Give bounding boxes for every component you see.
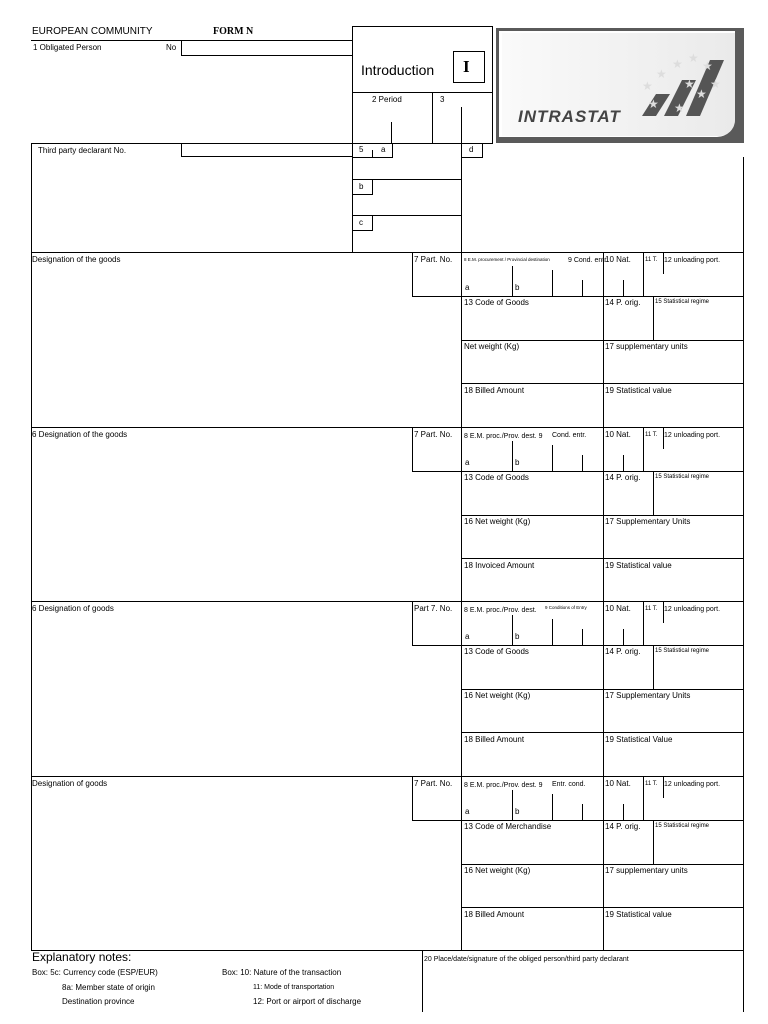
- intrastat-logo: [496, 28, 744, 143]
- cond-entry-label: Entr. cond.: [552, 781, 586, 788]
- designation-label: Designation of goods: [32, 779, 108, 788]
- svg-text:★: ★: [642, 79, 653, 93]
- nationality-label: 10 Nat.: [605, 779, 631, 788]
- transport-label: 11 T.: [645, 432, 658, 438]
- net-weight-field[interactable]: [462, 354, 602, 382]
- origin-label: 14 P. orig.: [605, 473, 641, 482]
- code-of-goods-field[interactable]: [462, 310, 602, 338]
- supplementary-units-label: 17 Supplementary Units: [605, 691, 691, 700]
- net-weight-label: 16 Net weight (Kg): [464, 691, 531, 700]
- statistical-value-label: 19 Statistical Value: [605, 735, 673, 744]
- nationality-label: 10 Nat.: [605, 255, 631, 264]
- nationality-label: 10 Nat.: [605, 604, 631, 613]
- amount-field[interactable]: [462, 398, 602, 426]
- amount-field[interactable]: [462, 573, 602, 601]
- no-label: No: [166, 43, 177, 52]
- signature-label: 20 Place/date/signature of the obliged person/third party declarant: [424, 956, 629, 963]
- supplementary-units-field[interactable]: [604, 354, 742, 382]
- net-weight-field[interactable]: [462, 529, 602, 557]
- em-proc-label: 8 E.M. proc./Prov. dest.: [464, 607, 537, 614]
- transport-label: 11 T.: [645, 606, 658, 612]
- origin-label: 14 P. orig.: [605, 298, 641, 307]
- third-party-label: Third party declarant No.: [38, 146, 127, 155]
- amount-label: 18 Billed Amount: [464, 735, 525, 744]
- box3-label: 3: [440, 95, 445, 104]
- statistical-value-field[interactable]: [604, 573, 742, 601]
- em-proc-label: 8 E.M. proc./Prov. dest. 9: [464, 433, 543, 440]
- statistical-regime-label: 15 Statistical regime: [655, 648, 710, 654]
- introduction-label: Introduction: [361, 62, 435, 78]
- logo-text: INTRASTAT: [518, 107, 621, 126]
- statistical-value-field[interactable]: [604, 398, 742, 426]
- amount-label: 18 Billed Amount: [464, 386, 525, 395]
- net-weight-field[interactable]: [462, 878, 602, 906]
- sub-a-label: a: [465, 283, 470, 292]
- code-of-goods-field[interactable]: [462, 659, 602, 687]
- transport-label: 11 T.: [645, 781, 658, 787]
- sub-a-label: a: [465, 632, 470, 641]
- transport-label: 11 T.: [645, 257, 658, 263]
- supplementary-units-field[interactable]: [604, 878, 742, 906]
- obligated-person-label: 1 Obligated Person: [33, 43, 102, 52]
- svg-text:★: ★: [696, 87, 707, 101]
- amount-field[interactable]: [462, 922, 602, 950]
- supplementary-units-label: 17 supplementary units: [605, 342, 688, 351]
- part-no-label: 7 Part. No.: [414, 779, 453, 788]
- code-of-goods-label: 13 Code of Goods: [464, 473, 529, 482]
- svg-text:★: ★: [702, 59, 713, 73]
- svg-text:★: ★: [656, 67, 667, 81]
- code-of-goods-label: 13 Code of Merchandise: [464, 822, 552, 831]
- supplementary-units-field[interactable]: [604, 529, 742, 557]
- cond-entry-label: 9 Conditions of Entry: [545, 605, 587, 610]
- code-of-goods-label: 13 Code of Goods: [464, 298, 529, 307]
- nationality-label: 10 Nat.: [605, 430, 631, 439]
- svg-text:★: ★: [674, 101, 685, 115]
- statistical-regime-label: 15 Statistical regime: [655, 823, 710, 829]
- code-of-goods-field[interactable]: [462, 834, 602, 862]
- no-field[interactable]: [181, 40, 353, 56]
- code-of-goods-label: 13 Code of Goods: [464, 647, 529, 656]
- statistical-value-field[interactable]: [604, 747, 742, 775]
- net-weight-label: 16 Net weight (Kg): [464, 866, 531, 875]
- unloading-port-label: 12 unloading port.: [664, 432, 721, 439]
- part-no-label: Part 7. No.: [414, 604, 453, 613]
- statistical-regime-label: 15 Statistical regime: [655, 474, 710, 480]
- period-label: 2 Period: [372, 95, 402, 104]
- sub-b-label: b: [515, 807, 520, 816]
- designation-field[interactable]: [32, 790, 410, 950]
- form-title: FORM N: [213, 26, 254, 37]
- net-weight-label: Net weight (Kg): [464, 342, 520, 351]
- net-weight-field[interactable]: [462, 703, 602, 731]
- code-of-goods-field[interactable]: [462, 485, 602, 513]
- origin-label: 14 P. orig.: [605, 822, 641, 831]
- unloading-port-label: 12 unloading port.: [664, 606, 721, 613]
- designation-field[interactable]: [32, 441, 410, 601]
- cond-entry-label: 9 Cond. entr.: [568, 257, 609, 264]
- third-party-field[interactable]: [181, 143, 353, 157]
- statistical-value-label: 19 Statistical value: [605, 386, 672, 395]
- em-proc-label: 8 E.M. proc./Prov. dest. 9: [464, 782, 543, 789]
- em-proc-label: 8 E.M. procurement / Provincial destination: [464, 257, 550, 262]
- sub-b-label: b: [515, 283, 520, 292]
- part-no-label: 7 Part. No.: [414, 255, 453, 264]
- supplementary-units-label: 17 supplementary units: [605, 866, 688, 875]
- part-no-label: 7 Part. No.: [414, 430, 453, 439]
- svg-text:★: ★: [672, 57, 683, 71]
- statistical-regime-label: 15 Statistical regime: [655, 299, 710, 305]
- cond-entry-label: Cond. entr.: [552, 432, 587, 439]
- sub-a-label: a: [465, 807, 470, 816]
- designation-label: 6 Designation of the goods: [32, 430, 128, 439]
- svg-text:★: ★: [684, 77, 695, 91]
- svg-text:★: ★: [688, 51, 699, 65]
- supplementary-units-field[interactable]: [604, 703, 742, 731]
- introduction-box: [352, 26, 493, 144]
- amount-label: 18 Billed Amount: [464, 910, 525, 919]
- supplementary-units-label: 17 Supplementary Units: [605, 517, 691, 526]
- sub-b-label: b: [515, 458, 520, 467]
- community-title: EUROPEAN COMMUNITY: [32, 26, 153, 37]
- designation-label: Designation of the goods: [32, 255, 121, 264]
- amount-field[interactable]: [462, 747, 602, 775]
- signature-field[interactable]: [424, 966, 742, 1010]
- designation-label: 6 Designation of goods: [32, 604, 114, 613]
- statistical-value-label: 19 Statistical value: [605, 910, 672, 919]
- unloading-port-label: 12 unloading port.: [664, 781, 721, 788]
- designation-field[interactable]: [32, 266, 410, 426]
- designation-field[interactable]: [32, 615, 410, 775]
- svg-text:★: ★: [648, 97, 659, 111]
- svg-text:★: ★: [710, 77, 721, 91]
- sub-b-label: b: [515, 632, 520, 641]
- statistical-value-label: 19 Statistical value: [605, 561, 672, 570]
- unloading-port-label: 12 unloading port.: [664, 257, 721, 264]
- net-weight-label: 16 Net weight (Kg): [464, 517, 531, 526]
- amount-label: 18 Invoiced Amount: [464, 561, 535, 570]
- introduction-code: I: [463, 57, 470, 76]
- notes-title: Explanatory notes:: [32, 950, 132, 964]
- origin-label: 14 P. orig.: [605, 647, 641, 656]
- sub-a-label: a: [465, 458, 470, 467]
- statistical-value-field[interactable]: [604, 922, 742, 950]
